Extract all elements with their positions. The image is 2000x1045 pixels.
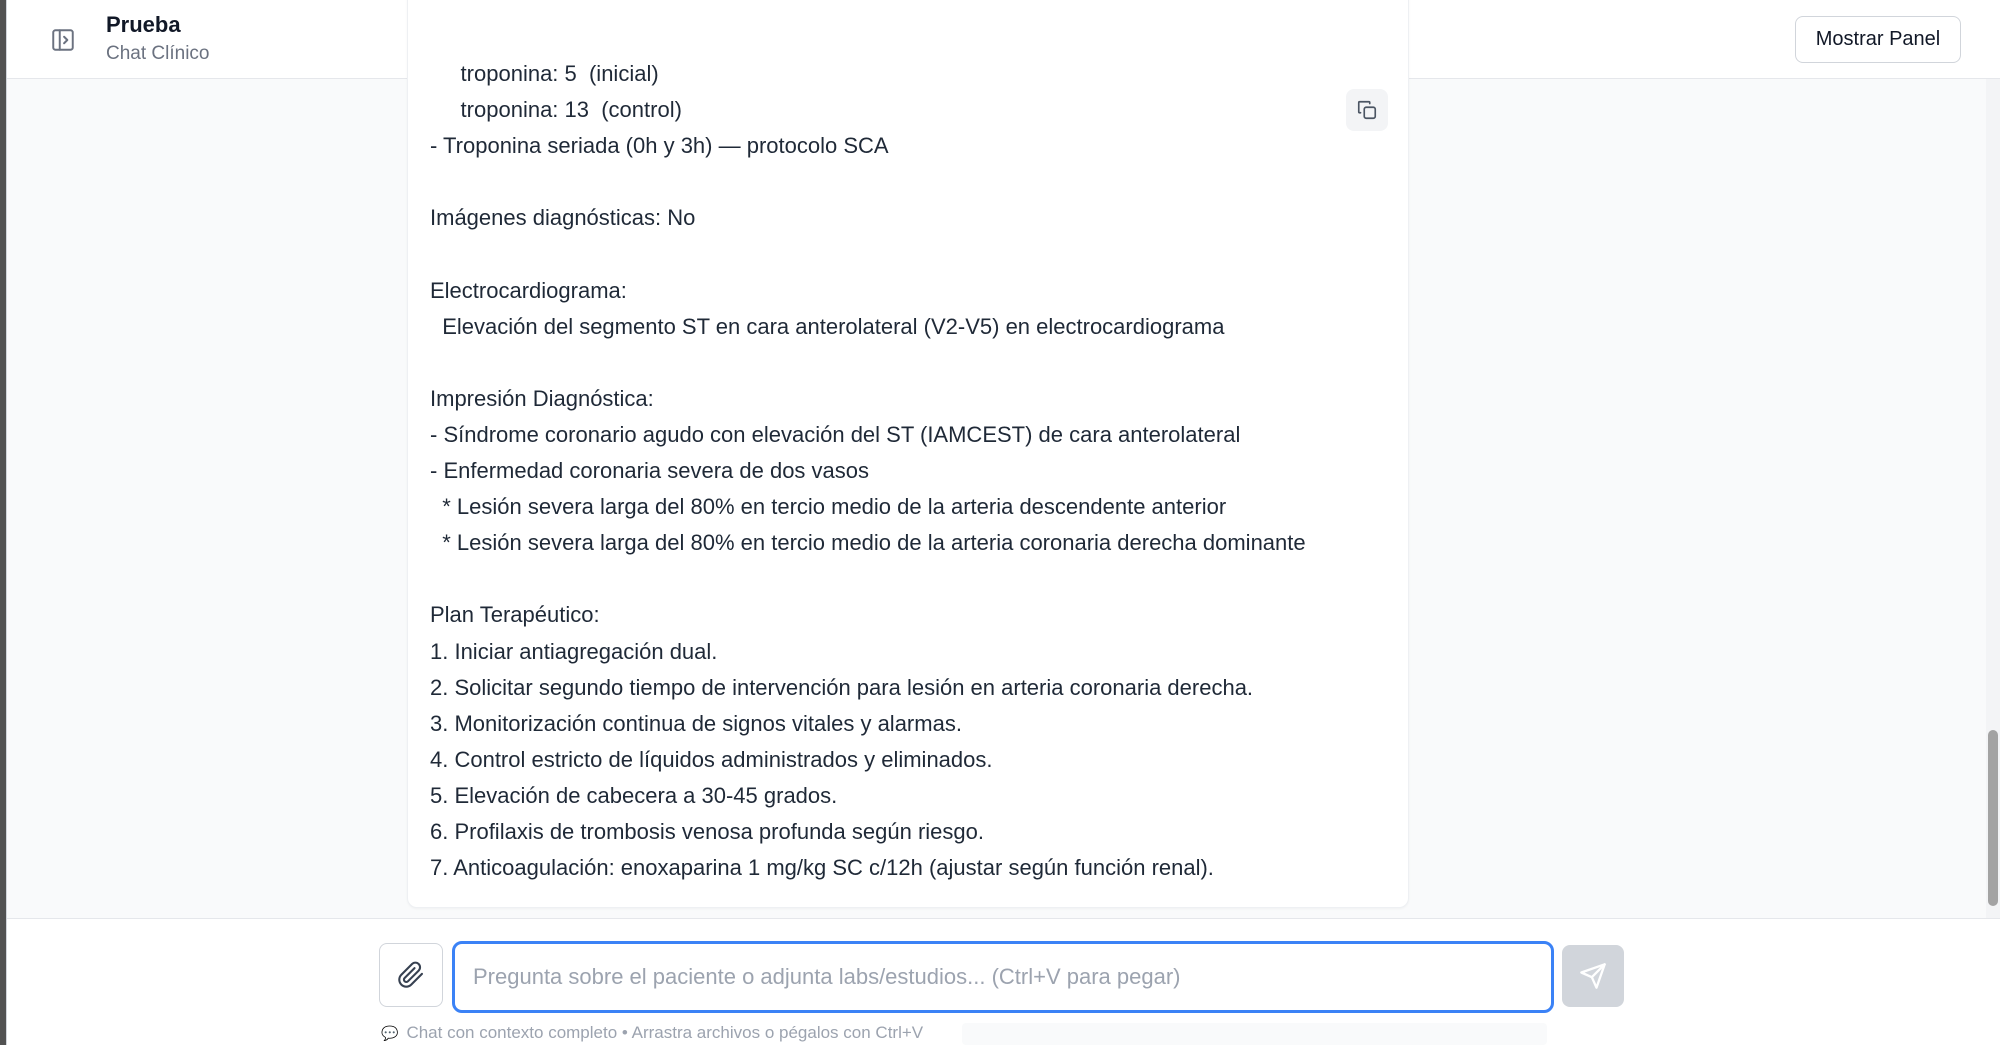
message-line: 5. Elevación de cabecera a 30-45 grados. — [430, 782, 838, 808]
message-line: Electrocardiograma: — [430, 277, 627, 303]
hint-decoration — [962, 1023, 1547, 1045]
message-line: * Lesión severa larga del 80% en tercio medio de la arteria coronaria derecha dominante — [430, 530, 1306, 556]
assistant-message — [407, 0, 1409, 908]
message-line: 1. Iniciar antiagregación dual. — [430, 638, 718, 664]
message-line: troponina: 13 (control) — [430, 97, 682, 123]
speech-bubble-icon: 💬 — [381, 1024, 399, 1041]
send-icon — [1579, 962, 1607, 990]
chat-scrollbar-thumb[interactable] — [1988, 730, 1998, 906]
message-line: 4. Control estricto de líquidos administrados y eliminados. — [430, 746, 993, 772]
message-line: Imágenes diagnósticas: No — [430, 205, 696, 231]
sidebar-toggle-button[interactable] — [47, 24, 79, 56]
page-title: Prueba — [106, 12, 181, 37]
message-line — [430, 236, 1370, 272]
message-line: Elevación del segmento ST en cara anterolateral (V2-V5) en electrocardiograma — [430, 313, 1225, 339]
message-line: - Síndrome coronario agudo con elevación del ST (IAMCEST) de cara anterolateral — [430, 421, 1241, 447]
message-line: - Enfermedad coronaria severa de dos vasos — [430, 458, 870, 484]
composer-hint-text: Chat con contexto completo • Arrastra archivos o pégalos con Ctrl+V — [406, 1023, 924, 1042]
message-line: Impresión Diagnóstica: — [430, 385, 654, 411]
header-titles — [106, 11, 210, 67]
message-line: troponina: 5 (inicial) — [430, 61, 659, 86]
paperclip-icon — [397, 961, 425, 989]
message-line: 2. Solicitar segundo tiempo de intervención para lesión en arteria coronaria derecha. — [430, 674, 1254, 700]
message-line: 3. Monitorización continua de signos vitales y alarmas. — [430, 710, 962, 736]
message-body — [430, 56, 1370, 886]
send-button[interactable] — [1562, 945, 1624, 1007]
message-line — [430, 345, 1370, 381]
message-line: 7. Anticoagulación: enoxaparina 1 mg/kg SC c/12h (ajustar según función renal). — [430, 855, 1214, 881]
message-line: Plan Terapéutico: — [430, 602, 600, 628]
show-panel-button[interactable]: Mostrar Panel — [1795, 16, 1961, 63]
message-line — [430, 561, 1370, 597]
composer-hint — [381, 1023, 923, 1043]
page-subtitle: Chat Clínico — [106, 43, 210, 64]
message-line: - Troponina seriada (0h y 3h) — protocolo SCA — [430, 133, 889, 159]
message-line — [430, 164, 1370, 200]
sidebar-toggle-icon — [50, 27, 76, 53]
attach-button[interactable] — [379, 943, 443, 1007]
app-window — [6, 0, 2000, 1045]
message-line: 6. Profilaxis de trombosis venosa profunda según riesgo. — [430, 818, 984, 844]
composer — [7, 918, 2000, 1045]
message-input[interactable] — [452, 941, 1554, 1013]
chat-scrollbar[interactable] — [1986, 79, 2000, 919]
message-line: * Lesión severa larga del 80% en tercio medio de la arteria descendente anterior — [430, 494, 1227, 520]
